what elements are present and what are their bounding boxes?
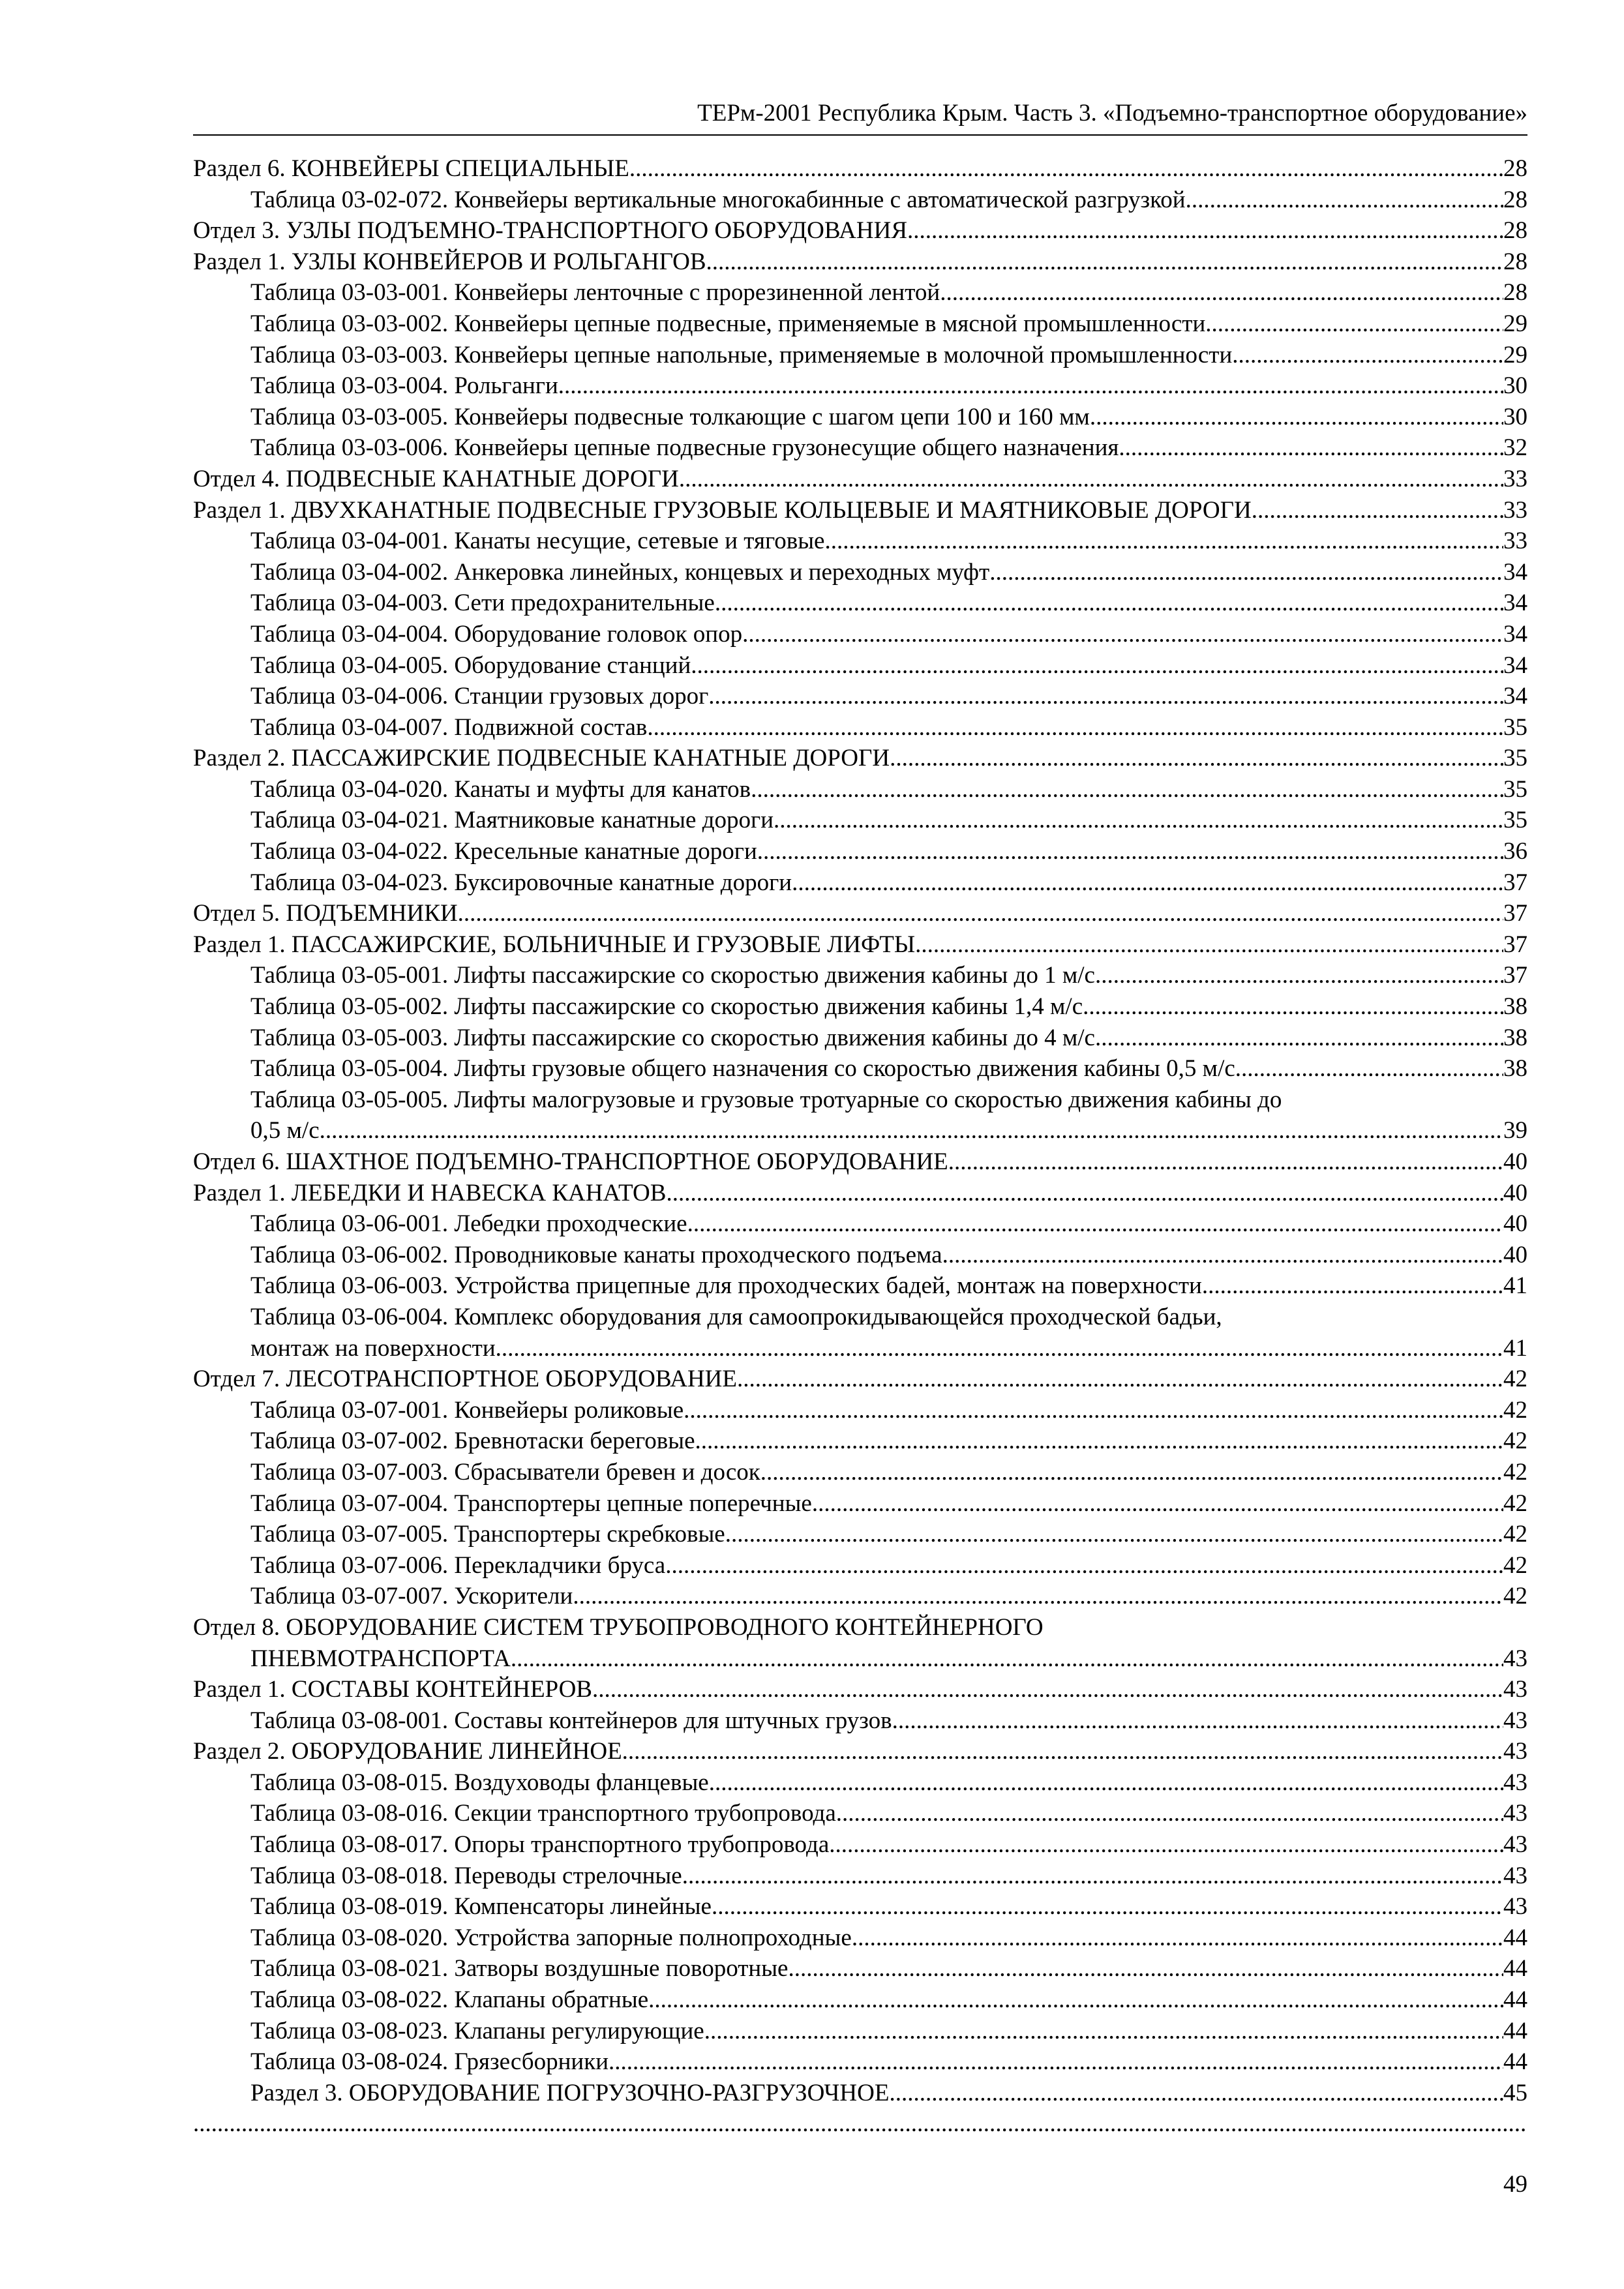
toc-leader-dots: [712, 1891, 1503, 1922]
toc-entry-title: Таблица 03-04-003. Сети предохранительные: [250, 590, 715, 617]
toc-leader-dots: [496, 1333, 1503, 1364]
toc-leader-dots: [709, 1767, 1503, 1799]
toc-entry-title: Раздел 6. КОНВЕЙЕРЫ СПЕЦИАЛЬНЫЕ: [193, 155, 629, 182]
toc-leader-dots: [558, 370, 1503, 402]
toc-leader-dots: [193, 2108, 1527, 2140]
toc-entry-table[interactable]: [193, 1519, 1527, 1550]
toc-entry-page: 28: [1503, 217, 1527, 245]
toc-entry-title: Таблица 03-04-021. Маятниковые канатные дороги: [250, 807, 774, 834]
toc-entry-page: 34: [1503, 683, 1527, 710]
toc-entry-title: Отдел 7. ЛЕСОТРАНСПОРТНОЕ ОБОРУДОВАНИЕ: [193, 1366, 737, 1393]
toc-entry-table[interactable]: [193, 1861, 1527, 1892]
toc-entry-title: Таблица 03-06-003. Устройства прицепные для проходческих бадей, монтаж на поверхности: [250, 1272, 1202, 1300]
toc-entry-title-continued: ПНЕВМОТРАНСПОРТА: [250, 1645, 511, 1672]
toc-entry-department[interactable]: [193, 1146, 1527, 1178]
toc-leader-dots: [737, 1364, 1503, 1395]
toc-entry-title: Таблица 03-08-019. Компенсаторы линейные: [250, 1893, 712, 1921]
toc-entry-table[interactable]: [193, 308, 1527, 340]
toc-entry-section[interactable]: [193, 153, 1527, 185]
toc-entry-department[interactable]: [193, 215, 1527, 247]
toc-entry-table[interactable]: [193, 619, 1527, 650]
toc-entry-table[interactable]: [193, 1953, 1527, 1984]
toc-entry-title: Таблица 03-03-002. Конвейеры цепные подвесные, применяемые в мясной промышленности: [250, 310, 1206, 337]
toc-leader-dots: [948, 1146, 1503, 1178]
toc-entry-page: 43: [1503, 1707, 1527, 1734]
toc-entry-table[interactable]: [193, 2078, 1527, 2109]
toc-entry-page: 43: [1503, 1769, 1527, 1796]
toc-leader-dots: [1252, 495, 1503, 526]
toc-leader-dots: [1095, 1023, 1503, 1054]
toc-entry-page: 42: [1503, 1396, 1527, 1424]
toc-leader-dots: [792, 867, 1503, 899]
toc-entry-title: Отдел 4. ПОДВЕСНЫЕ КАНАТНЫЕ ДОРОГИ: [193, 465, 679, 492]
toc-entry-page: 32: [1503, 434, 1527, 462]
toc-entry-title: Таблица 03-05-002. Лифты пассажирские со скоростью движения кабины 1,4 м/с: [250, 993, 1083, 1021]
toc-leader-dots: [622, 1736, 1503, 1767]
toc-entry-title-continued: 0,5 м/с: [250, 1117, 320, 1144]
toc-leader-dots: [1205, 308, 1503, 340]
toc-entry-table[interactable]: [193, 1457, 1527, 1488]
toc-leader-dots: [774, 805, 1503, 836]
toc-entry-section[interactable]: [193, 495, 1527, 526]
toc-entry-title: Таблица 03-08-017. Опоры транспортного трубопровода.: [250, 1831, 835, 1859]
toc-entry-table[interactable]: [193, 2046, 1527, 2078]
toc-entry-title: Таблица 03-08-016. Секции транспортного трубопровода: [250, 1800, 836, 1827]
toc-entry-page: 33: [1503, 465, 1527, 492]
toc-entry-table[interactable]: [193, 1581, 1527, 1612]
toc-entry-table[interactable]: [193, 1426, 1527, 1457]
toc-entry-table[interactable]: [193, 867, 1527, 899]
toc-entry-table[interactable]: [193, 650, 1527, 681]
toc-entry-title: Таблица 03-08-024. Грязесборники: [250, 2048, 609, 2076]
toc-leader-dots: [573, 1581, 1503, 1612]
toc-entry-table[interactable]: [193, 588, 1527, 619]
toc-entry-title: Отдел 5. ПОДЪЕМНИКИ: [193, 900, 458, 927]
toc-leader-dots: [852, 1922, 1503, 1954]
toc-entry-title: Раздел 1. СОСТАВЫ КОНТЕЙНЕРОВ: [193, 1676, 592, 1703]
toc-entry-table[interactable]: [193, 557, 1527, 588]
toc-entry-department[interactable]: [193, 464, 1527, 495]
toc-entry-page: 44: [1503, 1924, 1527, 1951]
toc-entry-page: 36: [1503, 838, 1527, 865]
toc-leader-dots: [989, 557, 1503, 588]
toc-entry-title: Отдел 6. ШАХТНОЕ ПОДЪЕМНО-ТРАНСПОРТНОЕ ОБОРУДОВАНИЕ: [193, 1148, 948, 1175]
toc-leader-dots: [715, 588, 1503, 619]
toc-entry-title: Раздел 2. ОБОРУДОВАНИЕ ЛИНЕЙНОЕ: [193, 1738, 622, 1765]
toc-entry-page: 43: [1503, 1645, 1527, 1672]
toc-entry-page: 29: [1503, 341, 1527, 368]
toc-entry-section[interactable]: [193, 1736, 1527, 1767]
toc-entry-department[interactable]: [193, 898, 1527, 929]
toc-entry-title: Таблица 03-06-002. Проводниковые канаты проходческого подъема: [250, 1241, 942, 1268]
toc-entry-page: 44: [1503, 2017, 1527, 2044]
toc-entry-table[interactable]: [193, 370, 1527, 402]
toc-leader-dots: [836, 1798, 1503, 1829]
toc-leader-dots: [1235, 1053, 1503, 1085]
toc-entry-title: Таблица 03-08-020. Устройства запорные полнопроходные: [250, 1924, 852, 1951]
toc-entry-table[interactable]: [193, 1829, 1527, 1861]
toc-entry-title: Таблица 03-08-023. Клапаны регулирующие: [250, 2017, 704, 2044]
toc-entry-title: Таблица 03-03-006. Конвейеры цепные подвесные грузонесущие общего назначения: [250, 434, 1119, 462]
toc-entry-title: Раздел 1. УЗЛЫ КОНВЕЙЕРОВ И РОЛЬГАНГОВ: [193, 248, 706, 275]
toc-entry-title: Таблица 03-08-021. Затворы воздушные поворотные: [250, 1955, 789, 1982]
toc-entry-page: 43: [1503, 1676, 1527, 1703]
toc-leader-dots: [666, 1178, 1503, 1209]
toc-entry-table[interactable]: [193, 774, 1527, 805]
toc-entry-page: 42: [1503, 1458, 1527, 1486]
toc-entry-title: Таблица 03-07-006. Перекладчики бруса: [250, 1551, 666, 1579]
toc-leader-dots: [592, 1674, 1503, 1705]
toc-leader-dots: [704, 2016, 1503, 2047]
toc-entry-title: Таблица 03-07-002. Бревнотаски береговые: [250, 1428, 695, 1455]
toc-entry-title: Таблица 03-08-001. Составы контейнеров для штучных грузов: [250, 1707, 892, 1734]
toc-entry-title: Таблица 03-04-007. Подвижной состав: [250, 713, 648, 741]
toc-entry-section[interactable]: [193, 743, 1527, 774]
toc-entry-page: 35: [1503, 713, 1527, 741]
toc-leader-dots: [824, 526, 1503, 557]
toc-leader-dots: [835, 1829, 1504, 1861]
toc-entry-title: Таблица 03-04-001. Канаты несущие, сетевые и тяговые: [250, 528, 825, 555]
toc-entry-title-continued: монтаж на поверхности: [250, 1334, 496, 1362]
toc-entry-page: 43: [1503, 1831, 1527, 1859]
page-number: 49: [1503, 2171, 1527, 2198]
toc-entry-table[interactable]: [193, 402, 1527, 433]
toc-entry-department[interactable]: [193, 1364, 1527, 1395]
toc-entry-page: 41: [1503, 1334, 1527, 1362]
toc-entry-table[interactable]: [193, 1891, 1527, 1922]
toc-leader-dots: [1202, 1270, 1503, 1302]
toc-leader-dots: [684, 1395, 1503, 1426]
toc-entry-section[interactable]: [193, 1674, 1527, 1705]
toc-entry-table[interactable]: [193, 805, 1527, 836]
toc-leader-dots: [907, 215, 1503, 247]
toc-leader-dots: [695, 1426, 1503, 1457]
toc-leader-dots: [629, 153, 1503, 185]
toc-entry-page: 37: [1503, 900, 1527, 927]
toc-entry-title: Таблица 03-07-004. Транспортеры цепные поперечные: [250, 1489, 812, 1517]
table-of-contents: [193, 153, 1527, 2140]
toc-leader-dots: [691, 650, 1503, 681]
toc-entry-title: Раздел 2. ПАССАЖИРСКИЕ ПОДВЕСНЫЕ КАНАТНЫЕ ДОРОГИ: [193, 745, 890, 772]
toc-leader-dots: [665, 1550, 1503, 1581]
toc-entry-page: 43: [1503, 1800, 1527, 1827]
toc-entry-title: Таблица 03-07-007. Ускорители: [250, 1583, 573, 1610]
toc-entry-title: Таблица 03-08-018. Переводы стрелочные: [250, 1862, 682, 1889]
toc-leader-dots: [892, 1705, 1503, 1737]
toc-entry-table[interactable]: [193, 1085, 1527, 1146]
toc-leader-dots: [1090, 402, 1503, 433]
toc-leader-dots: [609, 2046, 1503, 2078]
toc-leader-dots: [1186, 185, 1503, 216]
toc-entry-title: Таблица 03-04-002. Анкеровка линейных, концевых и переходных муфт: [250, 558, 990, 586]
toc-entry-page: 28: [1503, 186, 1527, 213]
toc-entry-title: Таблица 03-04-006. Станции грузовых дорог: [250, 683, 709, 710]
toc-entry-title: Таблица 03-03-001. Конвейеры ленточные с прорезиненной лентой: [250, 279, 940, 307]
toc-entry-page: 40: [1503, 1148, 1527, 1175]
toc-entry-table[interactable]: [193, 1922, 1527, 1954]
toc-entry-page: 41: [1503, 1272, 1527, 1300]
toc-entry-page: 34: [1503, 620, 1527, 648]
toc-entry-table[interactable]: [193, 712, 1527, 743]
toc-entry-table[interactable]: [193, 432, 1527, 464]
toc-entry-page: 30: [1503, 403, 1527, 430]
toc-entry-title: Таблица 03-06-004. Комплекс оборудования для самоопрокидывающейся проходческой бадьи,: [250, 1303, 1222, 1330]
toc-entry-page: 30: [1503, 372, 1527, 400]
toc-entry-page: 34: [1503, 590, 1527, 617]
toc-entry-page: 45: [1503, 2079, 1527, 2106]
toc-entry-page: 40: [1503, 1241, 1527, 1268]
running-header: ТЕРм-2001 Республика Крым. Часть 3. «Подъемно-транспортное оборудование»: [697, 100, 1527, 127]
toc-entry-title: Раздел 1. ЛЕБЕДКИ И НАВЕСКА КАНАТОВ: [193, 1179, 667, 1206]
toc-entry-section[interactable]: [193, 2108, 1527, 2140]
toc-entry-section[interactable]: [193, 247, 1527, 278]
toc-entry-table[interactable]: [193, 1984, 1527, 2016]
toc-entry-title: Таблица 03-04-004. Оборудование головок опор.: [250, 620, 749, 648]
toc-leader-dots: [725, 1519, 1503, 1550]
toc-entry-table[interactable]: [193, 1270, 1527, 1302]
toc-leader-dots: [915, 929, 1503, 961]
toc-leader-dots: [940, 277, 1503, 308]
toc-entry-page: 43: [1503, 1862, 1527, 1889]
toc-leader-dots: [760, 1457, 1503, 1488]
toc-leader-dots: [889, 2078, 1503, 2109]
toc-entry-page: 28: [1503, 279, 1527, 307]
toc-entry-page: 40: [1503, 1179, 1527, 1206]
toc-leader-dots: [687, 1208, 1503, 1240]
toc-entry-title: Таблица 03-08-015. Воздуховоды фланцевые: [250, 1769, 709, 1796]
toc-leader-dots: [942, 1240, 1503, 1271]
toc-entry-title: Таблица 03-07-001. Конвейеры роликовые: [250, 1396, 684, 1424]
toc-leader-dots: [1095, 960, 1503, 991]
toc-entry-table[interactable]: [193, 836, 1527, 867]
toc-entry-page: 37: [1503, 869, 1527, 896]
toc-entry-page: 38: [1503, 1024, 1527, 1051]
toc-leader-dots: [320, 1115, 1503, 1146]
toc-entry-title: Таблица 03-03-004. Рольганги: [250, 372, 558, 400]
header-rule: [193, 134, 1527, 136]
toc-entry-page: 34: [1503, 651, 1527, 679]
toc-leader-dots: [890, 743, 1503, 774]
toc-entry-title: Таблица 03-07-003. Сбрасыватели бревен и досок: [250, 1458, 760, 1486]
toc-entry-title: Таблица 03-05-005. Лифты малогрузовые и грузовые тротуарные со скоростью движения кабины до: [250, 1086, 1282, 1113]
toc-entry-title: Таблица 03-04-022. Кресельные канатные дороги: [250, 838, 757, 865]
toc-entry-title: Таблица 03-04-023. Буксировочные канатные дороги: [250, 869, 792, 896]
toc-leader-dots: [511, 1643, 1503, 1675]
toc-entry-table[interactable]: [193, 277, 1527, 308]
toc-entry-table[interactable]: [193, 1240, 1527, 1271]
toc-entry-page: 44: [1503, 1955, 1527, 1982]
toc-entry-table[interactable]: [193, 681, 1527, 712]
toc-entry-page: 43: [1503, 1893, 1527, 1921]
toc-entry-page: 42: [1503, 1489, 1527, 1517]
toc-entry-table[interactable]: [193, 2016, 1527, 2047]
toc-entry-title: Таблица 03-05-004. Лифты грузовые общего назначения со скоростью движения кабины 0,5 м/с: [250, 1055, 1235, 1083]
toc-entry-title: Таблица 03-05-003. Лифты пассажирские со скоростью движения кабины до 4 м/с: [250, 1024, 1095, 1051]
toc-leader-dots: [682, 1861, 1503, 1892]
toc-entry-section[interactable]: [193, 929, 1527, 961]
toc-entry-table[interactable]: [193, 1302, 1527, 1364]
toc-entry-page: 42: [1503, 1583, 1527, 1610]
toc-entry-table[interactable]: [193, 340, 1527, 371]
toc-entry-table[interactable]: [193, 1488, 1527, 1519]
toc-entry-page: 42: [1503, 1551, 1527, 1579]
toc-entry-table[interactable]: [193, 1053, 1527, 1085]
toc-entry-table[interactable]: [193, 1023, 1527, 1054]
toc-entry-table[interactable]: [193, 991, 1527, 1023]
toc-entry-page: 38: [1503, 993, 1527, 1021]
toc-entry-page: 33: [1503, 528, 1527, 555]
toc-entry-table[interactable]: [193, 1767, 1527, 1799]
toc-entry-page: 44: [1503, 1986, 1527, 2014]
toc-leader-dots: [708, 681, 1503, 712]
toc-entry-title: Отдел 3. УЗЛЫ ПОДЪЕМНО-ТРАНСПОРТНОГО ОБОРУДОВАНИЯ: [193, 217, 908, 245]
toc-leader-dots: [748, 619, 1503, 650]
toc-entry-title: Таблица 03-05-001. Лифты пассажирские со скоростью движения кабины до 1 м/с: [250, 962, 1095, 989]
toc-entry-title: Раздел 1. ДВУХКАНАТНЫЕ ПОДВЕСНЫЕ ГРУЗОВЫЕ КОЛЬЦЕВЫЕ И МАЯТНИКОВЫЕ ДОРОГИ: [193, 496, 1252, 524]
toc-entry-page: 40: [1503, 1210, 1527, 1238]
toc-entry-title: Таблица 03-07-005. Транспортеры скребковые: [250, 1521, 725, 1548]
toc-entry-page: 37: [1503, 931, 1527, 958]
toc-entry-table[interactable]: [193, 526, 1527, 557]
toc-entry-page: 35: [1503, 775, 1527, 803]
toc-entry-page: 39: [1503, 1117, 1527, 1144]
toc-entry-title: Таблица 03-03-003. Конвейеры цепные напольные, применяемые в молочной промышленности: [250, 341, 1233, 368]
toc-entry-page: 42: [1503, 1521, 1527, 1548]
toc-entry-page: 38: [1503, 1055, 1527, 1083]
toc-entry-title: Раздел 3. ОБОРУДОВАНИЕ ПОГРУЗОЧНО-РАЗГРУЗОЧНОЕ: [250, 2079, 890, 2106]
toc-leader-dots: [647, 712, 1503, 743]
toc-entry-page: 28: [1503, 248, 1527, 275]
toc-leader-dots: [788, 1953, 1503, 1984]
toc-entry-page: 44: [1503, 2048, 1527, 2076]
toc-entry-title: Таблица 03-04-005. Оборудование станций: [250, 651, 691, 679]
toc-entry-page: 28: [1503, 155, 1527, 182]
toc-entry-table[interactable]: [193, 1208, 1527, 1240]
toc-entry-title: Отдел 8. ОБОРУДОВАНИЕ СИСТЕМ ТРУБОПРОВОДНОГО КОНТЕЙНЕРНОГО: [193, 1613, 1044, 1641]
toc-entry-title: Таблица 03-03-005. Конвейеры подвесные толкающие с шагом цепи 100 и 160 мм: [250, 403, 1090, 430]
toc-leader-dots: [812, 1488, 1503, 1519]
toc-entry-department[interactable]: [193, 1612, 1527, 1674]
toc-entry-table[interactable]: [193, 1395, 1527, 1426]
toc-entry-page: 35: [1503, 745, 1527, 772]
toc-entry-section[interactable]: [193, 1178, 1527, 1209]
toc-entry-page: 42: [1503, 1428, 1527, 1455]
toc-entry-table[interactable]: [193, 1705, 1527, 1737]
toc-leader-dots: [1119, 432, 1503, 464]
toc-leader-dots: [458, 898, 1503, 929]
toc-leader-dots: [757, 836, 1503, 867]
toc-entry-page: 37: [1503, 962, 1527, 989]
toc-entry-table[interactable]: [193, 1798, 1527, 1829]
toc-entry-table[interactable]: [193, 185, 1527, 216]
toc-entry-title: Таблица 03-06-001. Лебедки проходческие: [250, 1210, 687, 1238]
toc-entry-title: Раздел 1. ПАССАЖИРСКИЕ, БОЛЬНИЧНЫЕ И ГРУЗОВЫЕ ЛИФТЫ: [193, 931, 916, 958]
toc-leader-dots: [706, 247, 1503, 278]
toc-entry-table[interactable]: [193, 1550, 1527, 1581]
toc-entry-page: 42: [1503, 1366, 1527, 1393]
toc-entry-table[interactable]: [193, 960, 1527, 991]
toc-entry-page: 43: [1503, 1738, 1527, 1765]
toc-leader-dots: [648, 1984, 1503, 2016]
toc-entry-page: 34: [1503, 558, 1527, 586]
toc-entry-page: 29: [1503, 310, 1527, 337]
toc-leader-dots: [751, 774, 1503, 805]
toc-entry-title: Таблица 03-08-022. Клапаны обратные: [250, 1986, 649, 2014]
toc-entry-page: 33: [1503, 496, 1527, 524]
toc-entry-title: Таблица 03-04-020. Канаты и муфты для канатов: [250, 775, 751, 803]
toc-entry-page: 35: [1503, 807, 1527, 834]
toc-leader-dots: [679, 464, 1503, 495]
toc-leader-dots: [1232, 340, 1503, 371]
toc-leader-dots: [1083, 991, 1503, 1023]
toc-entry-title: Таблица 03-02-072. Конвейеры вертикальные многокабинные с автоматической разгрузкой: [250, 186, 1186, 213]
